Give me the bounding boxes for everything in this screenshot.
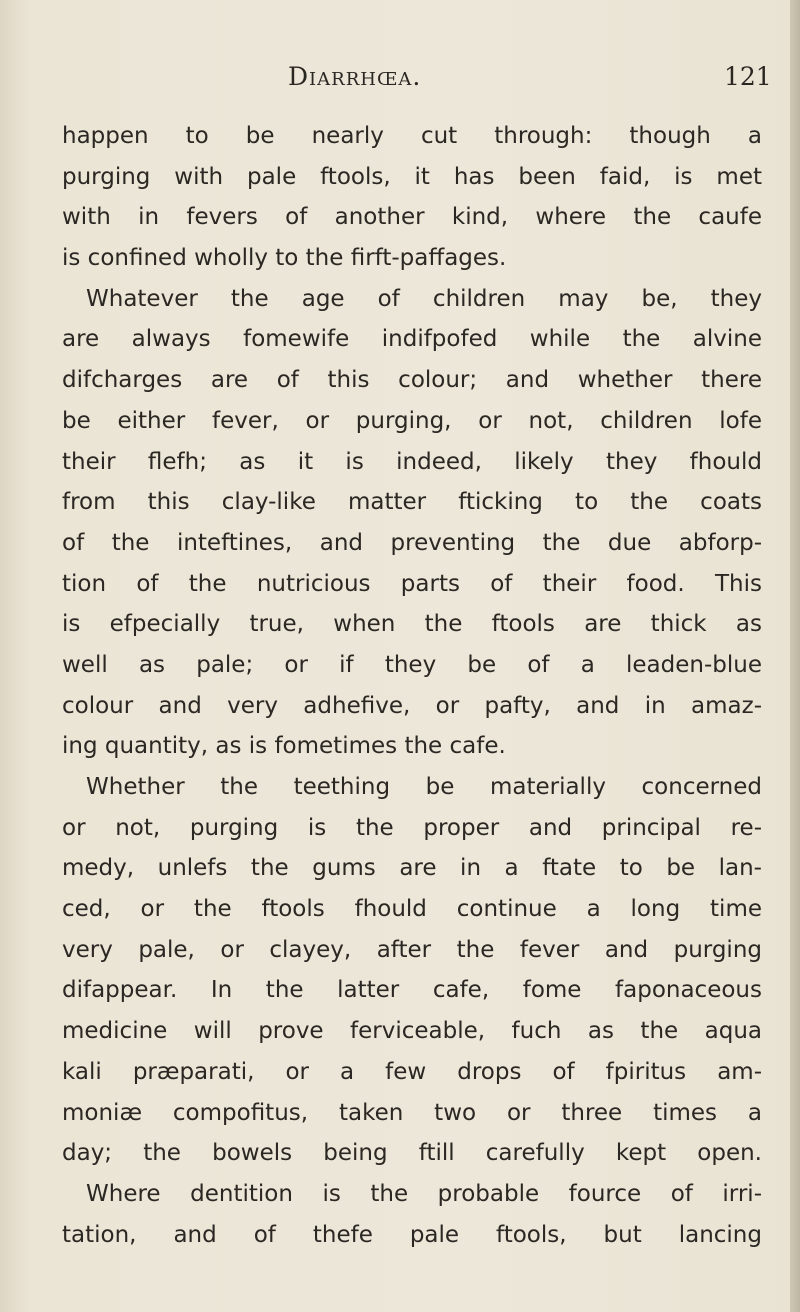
text-line: Where dentition is the probable fource of irri- <box>86 1180 762 1207</box>
text-line: of the inteftines, and preventing the due abforp- <box>62 529 762 556</box>
text-line: medicine will prove ferviceable, fuch as the aqua <box>62 1018 762 1045</box>
text-line: ced, or the ftools fhould continue a long time <box>62 896 762 923</box>
text-line: Whatever the age of children may be, they <box>86 285 762 312</box>
text-line: tion of the nutricious parts of their food. This <box>62 570 762 597</box>
text-line: or not, purging is the proper and principal re- <box>62 814 762 841</box>
text-line: well as pale; or if they be of a leaden-blue <box>62 651 762 678</box>
page-edge-shadow <box>790 0 800 1312</box>
page-number: 121 <box>724 62 772 91</box>
text-line: very pale, or clayey, after the fever and purging <box>62 936 762 963</box>
text-line: is confined wholly to the firft-paffages. <box>62 245 507 272</box>
running-head: Diarrhœa. <box>288 62 422 91</box>
text-line: their flefh; as it is indeed, likely they fhould <box>62 448 762 475</box>
body-text <box>62 116 762 1255</box>
page-header <box>0 62 800 102</box>
text-line: kali præparati, or a few drops of fpiritus am- <box>62 1058 762 1085</box>
text-line: day; the bowels being ftill carefully kept open. <box>62 1140 762 1167</box>
text-line: happen to be nearly cut through: though a <box>62 123 762 149</box>
text-line: from this clay-like matter fticking to the coats <box>62 489 762 516</box>
text-line: purging with pale ftools, it has been faid, is met <box>62 163 762 190</box>
text-line: be either fever, or purging, or not, children lofe <box>62 407 762 434</box>
text-line: difcharges are of this colour; and whether there <box>62 367 762 394</box>
text-line: are always fomewife indifpofed while the alvine <box>62 326 762 353</box>
text-line: Whether the teething be materially concerned <box>86 774 762 800</box>
text-line: is efpecially true, when the ftools are thick as <box>62 611 762 638</box>
text-line: ing quantity, as is fometimes the cafe. <box>62 733 506 760</box>
text-line: moniæ compofitus, taken two or three times a <box>62 1099 762 1126</box>
text-line: colour and very adhefive, or pafty, and in amaz- <box>62 692 762 719</box>
text-line: medy, unlefs the gums are in a ftate to be lan- <box>62 855 762 882</box>
text-line: difappear. In the latter cafe, fome faponaceous <box>62 977 762 1004</box>
text-line: tation, and of thefe pale ftools, but lancing <box>62 1221 762 1248</box>
text-line: with in fevers of another kind, where the caufe <box>62 204 762 231</box>
